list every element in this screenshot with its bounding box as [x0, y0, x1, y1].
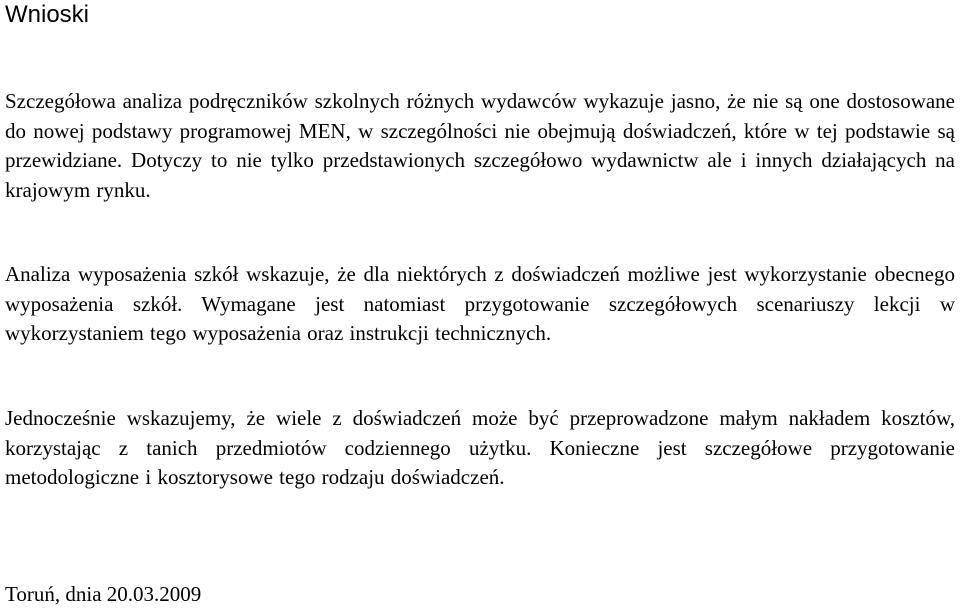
place-and-date: Toruń, dnia 20.03.2009 — [5, 582, 202, 606]
section-heading: Wnioski — [5, 1, 90, 28]
paragraph-equipment-analysis: Analiza wyposażenia szkół wskazuje, że dla niektórych z doświadczeń możliwe jest wykorzystanie obecnego wyposażenia szkół. Wymagane jest natomiast przygotowanie szczegółowych scenariuszy lekcji w wykorzystaniem tego wyposażenia oraz instrukcji technicznych. — [5, 262, 955, 345]
paragraph-textbook-analysis: Szczegółowa analiza podręczników szkolnych różnych wydawców wykazuje jasno, że nie są one dostosowane do nowej podstawy programowej MEN, w szczególności nie obejmują doświadczeń, które w tej podstawie są przewidziane. Dotyczy to nie tylko przedstawionych szczegółowo wydawnictw ale i innych działających na krajowym rynku. — [5, 89, 955, 202]
paragraph-low-cost-experiments: Jednocześnie wskazujemy, że wiele z doświadczeń może być przeprowadzone małym nakładem kosztów, korzystając z tanich przedmiotów codziennego użytku. Konieczne jest szczegółowe przygotowanie metodologiczne i kosztorysowe tego rodzaju doświadczeń. — [5, 406, 955, 489]
